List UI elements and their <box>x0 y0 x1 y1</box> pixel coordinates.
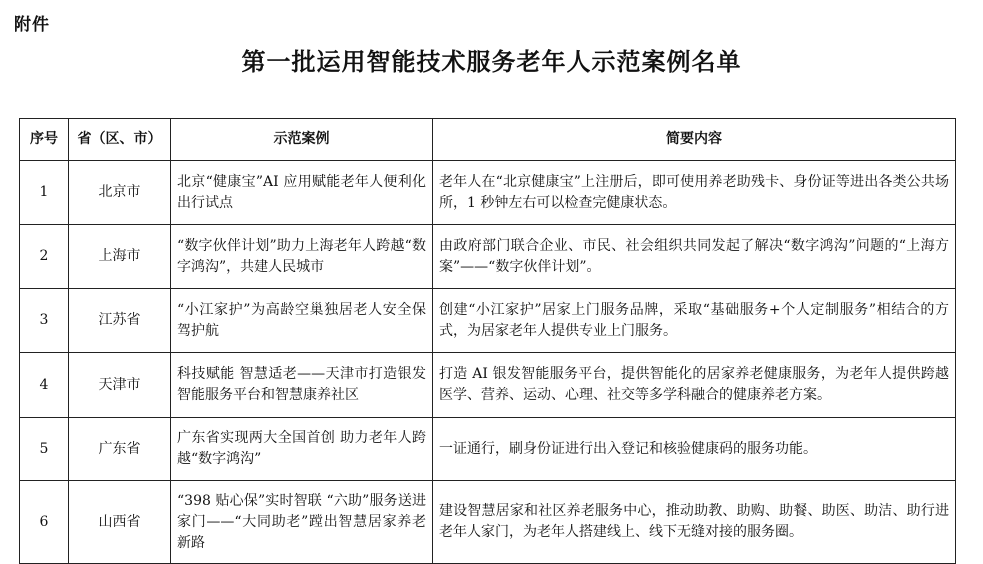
table-row <box>20 353 956 418</box>
row-number: 6 <box>20 481 69 564</box>
row-number: 2 <box>20 225 69 289</box>
header-description: 简要内容 <box>433 119 956 161</box>
table-row <box>20 481 956 564</box>
row-case: 广东省实现两大全国首创 助力老年人跨越“数字鸿沟” <box>171 418 433 481</box>
attachment-label: 附件 <box>14 15 50 35</box>
table-row <box>20 418 956 481</box>
row-province: 北京市 <box>69 161 171 225</box>
row-case: “数字伙伴计划”助力上海老年人跨越“数字鸿沟”，共建人民城市 <box>171 225 433 289</box>
row-case: “398 贴心保”实时智联 “六助”服务送进家门——“大同助老”蹚出智慧居家养老新路 <box>171 481 433 564</box>
row-description: 一证通行，刷身份证进行出入登记和核验健康码的服务功能。 <box>433 418 956 481</box>
table-header-row <box>20 119 956 161</box>
header-case: 示范案例 <box>171 119 433 161</box>
row-case: 科技赋能 智慧适老——天津市打造银发智能服务平台和智慧康养社区 <box>171 353 433 418</box>
row-description: 创建“小江家护”居家上门服务品牌，采取“基础服务+个人定制服务”相结合的方式，为居家老年人提供专业上门服务。 <box>433 289 956 353</box>
row-number: 3 <box>20 289 69 353</box>
table-row <box>20 289 956 353</box>
table-row <box>20 225 956 289</box>
row-description: 老年人在“北京健康宝”上注册后，即可使用养老助残卡、身份证等进出各类公共场所，1 秒钟左右可以检查完健康状态。 <box>433 161 956 225</box>
row-case: 北京“健康宝”AI 应用赋能老年人便利化出行试点 <box>171 161 433 225</box>
row-description: 打造 AI 银发智能服务平台，提供智能化的居家养老健康服务，为老年人提供跨越医学、营养、运动、心理、社交等多学科融合的健康养老方案。 <box>433 353 956 418</box>
row-number: 5 <box>20 418 69 481</box>
row-province: 江苏省 <box>69 289 171 353</box>
row-description: 由政府部门联合企业、市民、社会组织共同发起了解决“数字鸿沟”问题的“上海方案”——“数字伙伴计划”。 <box>433 225 956 289</box>
table-row <box>20 161 956 225</box>
row-number: 1 <box>20 161 69 225</box>
header-province: 省（区、市） <box>69 119 171 161</box>
row-description: 建设智慧居家和社区养老服务中心，推动助教、助购、助餐、助医、助洁、助行进老年人家门，为老年人搭建线上、线下无缝对接的服务圈。 <box>433 481 956 564</box>
row-province: 广东省 <box>69 418 171 481</box>
row-province: 山西省 <box>69 481 171 564</box>
row-case: “小江家护”为高龄空巢独居老人安全保驾护航 <box>171 289 433 353</box>
case-table <box>19 118 956 564</box>
row-province: 上海市 <box>69 225 171 289</box>
row-number: 4 <box>20 353 69 418</box>
document-title: 第一批运用智能技术服务老年人示范案例名单 <box>241 48 742 76</box>
row-province: 天津市 <box>69 353 171 418</box>
header-number: 序号 <box>20 119 69 161</box>
